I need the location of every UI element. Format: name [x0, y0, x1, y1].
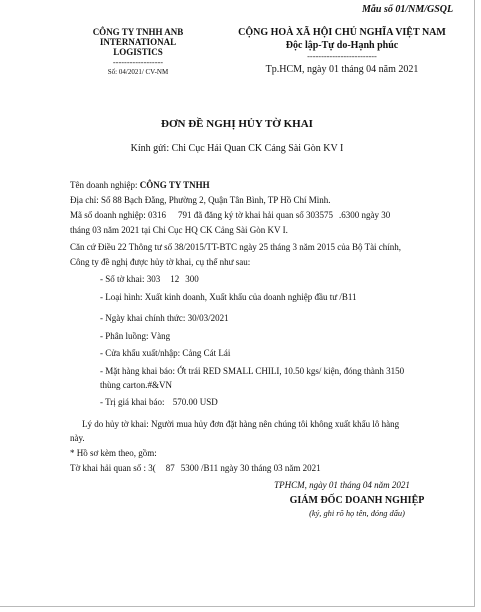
company-name-line1: CÔNG TY TNHH ANB [92, 27, 184, 37]
document-title: ĐƠN ĐỀ NGHỊ HỦY TỜ KHAI [161, 118, 313, 130]
declared-value [100, 397, 218, 407]
tax-line-1 [70, 210, 390, 220]
signature-note: (ký, ghi rõ họ tên, đóng dấu) [309, 509, 405, 518]
attach-part-c: 5300 /B11 ngày 30 tháng 03 năm 2021 [180, 463, 321, 473]
company-divider: ------------------ [112, 58, 164, 67]
document-number: Số: 04/2021/ CV-NM [107, 68, 169, 76]
company-name: CÔNG TY TNHH [139, 180, 210, 190]
company-label: Tên doanh nghiệp: [70, 180, 140, 190]
nation-divider: ------------------------- [307, 52, 377, 61]
attachments-label: * Hồ sơ kèm theo, gồm: [70, 448, 157, 458]
recipient: Kính gửi: Chi Cục Hải Quan CK Cảng Sài Gòn KV I [130, 143, 344, 154]
declaration-port: - Cửa khẩu xuất/nhập: Cảng Cát Lái [100, 348, 231, 358]
basis-line-1: Căn cứ Điều 22 Thông tư số 38/2015/TT-BTC ngày 25 tháng 3 năm 2015 của Bộ Tài chính, [70, 242, 402, 252]
reason-line-1: Lý do hủy tờ khai: Người mua hủy đơn đặt hàng nên chúng tôi không xuất khẩu lô hàng [82, 419, 400, 429]
signature-date: TPHCM, ngày 01 tháng 04 năm 2021 [274, 480, 410, 490]
tax-part-b: 791 đã đăng ký tờ khai hải quan số 303575 [178, 210, 333, 220]
decl-part-b: 12 [170, 274, 180, 284]
tax-part-a: Mã số doanh nghiệp: 0316 [70, 210, 166, 220]
company-name-line3: LOGISTICS [113, 47, 163, 57]
nation-name: CỘNG HOÀ XÃ HỘI CHỦ NGHĨA VIỆT NAM [238, 27, 446, 38]
tax-part-c: .6300 ngày 30 [339, 210, 391, 220]
tax-line-2: tháng 03 năm 2021 tại Chi Cục HQ CK Cảng Sài Gòn KV I. [70, 225, 288, 235]
value-amount: 570.00 USD [172, 397, 218, 407]
attach-part-b: 87 [165, 463, 175, 473]
declaration-number [100, 274, 199, 284]
goods-line-2: thùng carton.#&VN [100, 380, 172, 390]
decl-part-c: 300 [185, 274, 199, 284]
address-line: Địa chỉ: Số 88 Bạch Đằng, Phường 2, Quận Tân Bình, TP Hồ Chí Minh. [70, 195, 331, 205]
signature-title: GIÁM ĐỐC DOANH NGHIỆP [289, 495, 425, 506]
basis-line-2: Công ty đề nghị được hủy tờ khai, cụ thể như sau: [70, 257, 251, 267]
value-label: - Trị giá khai báo: [100, 397, 167, 407]
attach-part-a: Tờ khai hải quan số : 3( [70, 463, 156, 473]
company-header [88, 27, 188, 57]
company-line [70, 180, 210, 190]
declaration-channel: - Phân luồng: Vàng [100, 331, 171, 341]
decl-part-a: - Số tờ khai: 303 [100, 274, 161, 284]
declaration-type: - Loại hình: Xuất kinh doanh, Xuất khẩu của doanh nghiệp đầu tư /B11 [100, 292, 357, 302]
attachment-item [70, 463, 321, 473]
goods-line-1: - Mặt hàng khai báo: Ớt trái RED SMALL CHILI, 10.50 kgs/ kiện, đóng thành 3150 [100, 366, 405, 376]
header-date: Tp.HCM, ngày 01 tháng 04 năm 2021 [265, 64, 419, 75]
reason-line-2: này. [70, 433, 85, 443]
declaration-date: - Ngày khai chính thức: 30/03/2021 [100, 313, 229, 323]
nation-motto: Độc lập-Tự do-Hạnh phúc [285, 40, 399, 51]
form-code: Mẫu số 01/NM/GSQL [362, 4, 454, 15]
company-name-line2: INTERNATIONAL [99, 37, 177, 47]
